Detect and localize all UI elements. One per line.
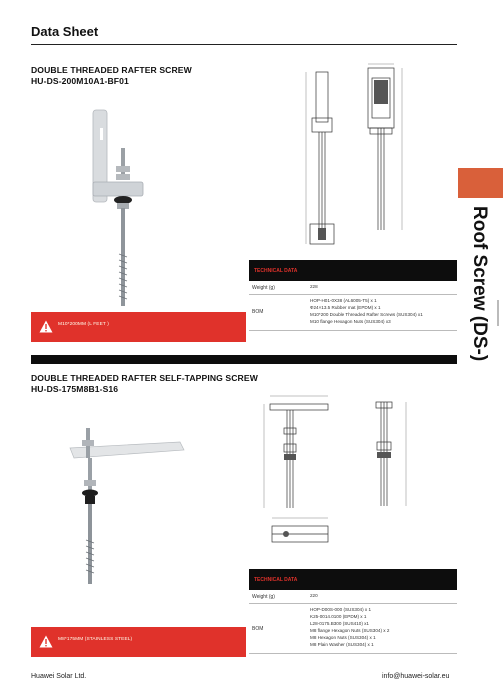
tech-header <box>249 260 457 281</box>
bom-line: M8 Hexagon Nuts (SUS304) x 1 <box>310 635 376 640</box>
weight-label: Weight (g) <box>252 285 275 291</box>
tech-header-label: TECHNICAL DATA <box>254 268 298 274</box>
bom-line: M10*200 Double Threaded Rafter Screws (SUS304) x1 <box>310 312 423 317</box>
weight-row <box>249 590 457 604</box>
bom-label: BOM <box>252 626 264 632</box>
weight-label: Weight (g) <box>252 594 275 600</box>
product-2-warning <box>31 627 246 657</box>
product-1-name: DOUBLE THREADED RAFTER SCREW <box>31 65 192 75</box>
bom-line: Ф24×13.5 Rubber mat (EPDM) x 1 <box>310 305 381 310</box>
page-edge-mark <box>497 300 499 326</box>
product-2-name: DOUBLE THREADED RAFTER SELF-TAPPING SCREW <box>31 373 258 383</box>
side-tab <box>458 168 503 198</box>
title-rule <box>31 44 457 45</box>
bom-line: K25-0014.0100 (EPDM) x 1 <box>310 614 367 619</box>
product-1-image <box>85 104 155 314</box>
product-2-drawing <box>256 388 421 568</box>
bom-line: L28-0175.B300 (SUS410) x1 <box>310 621 369 626</box>
tech-header <box>249 569 457 590</box>
side-label-text: Roof Screw (DS-) <box>469 206 490 362</box>
product-1-warning <box>31 312 246 342</box>
product-1-title <box>31 65 192 87</box>
warning-icon <box>39 635 53 648</box>
warning-text: M8*175MM (STAINLESS STEEL) <box>58 637 133 642</box>
page-title: Data Sheet <box>31 24 99 39</box>
bom-line: M10 flange Hexagon Nuts (SUS304) x3 <box>310 319 391 324</box>
bom-line: M8 flange Hexagon Nuts (SUS304) x 2 <box>310 628 390 633</box>
bom-label: BOM <box>252 309 264 315</box>
product-2-title <box>31 373 258 395</box>
bom-line: HOP-D00S-000 (SUS304) x 1 <box>310 607 372 612</box>
product-1-code: HU-DS-200M10A1-BF01 <box>31 76 129 86</box>
weight-row <box>249 281 457 295</box>
weight-value: 220 <box>310 593 318 598</box>
bom-line: HOP-H01-0X38 (AL6005-T5) x 1 <box>310 298 377 303</box>
bom-line: M8 Plain Washer (SUS304) x 1 <box>310 642 374 647</box>
weight-value: 228 <box>310 284 318 289</box>
footer-company: Huawei Solar Ltd. <box>31 673 87 680</box>
footer-email[interactable]: info@huawei-solar.eu <box>382 673 450 680</box>
side-label <box>466 206 496 406</box>
product-2-code: HU-DS-175M8B1-S16 <box>31 384 119 394</box>
product-1-drawing <box>298 60 410 250</box>
section-divider <box>31 355 457 364</box>
bom-row <box>249 295 457 331</box>
product-2-image <box>68 420 188 590</box>
tech-header-label: TECHNICAL DATA <box>254 577 298 583</box>
warning-icon <box>39 320 53 333</box>
warning-text: M10*200MM (L FEET ) <box>58 322 109 327</box>
bom-row <box>249 604 457 654</box>
